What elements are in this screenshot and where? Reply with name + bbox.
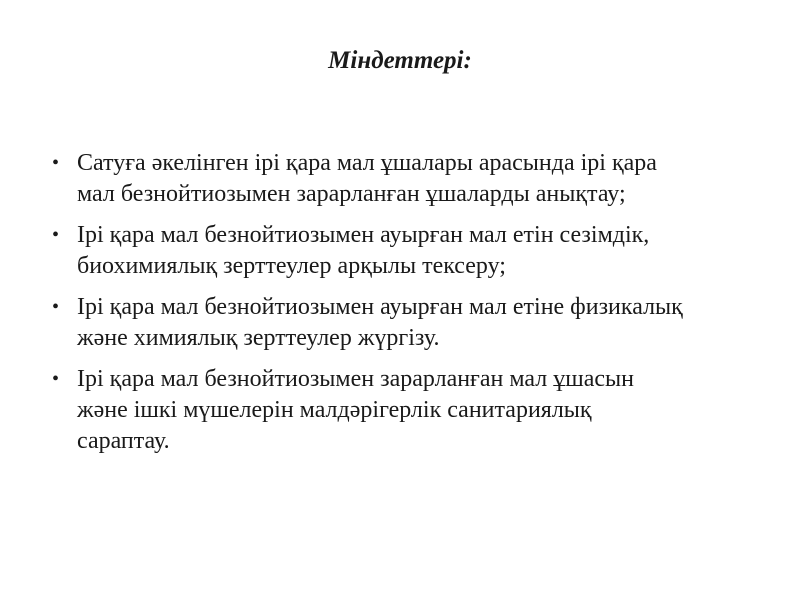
- bullet-text: [77, 150, 657, 207]
- bullet-line: биохимиялық зерттеулер арқылы тексеру;: [77, 253, 506, 279]
- bullet-line: мал безнойтиозымен зарарланған ұшаларды анықтау;: [77, 181, 626, 207]
- bullet-line: Ірі қара мал безнойтиозымен зарарланған мал ұшасын: [77, 366, 635, 392]
- slide-title: Міндеттері:: [328, 47, 472, 74]
- bullet-line: Ірі қара мал безнойтиозымен ауырған мал етін сезімдік,: [77, 222, 650, 248]
- list-item: [50, 148, 770, 210]
- list-item: [50, 364, 770, 457]
- bullet-text: [77, 222, 649, 279]
- bullet-line: және ішкі мүшелерін малдәрігерлік санитариялық: [77, 397, 592, 423]
- bullet-text: [77, 366, 634, 454]
- bullet-line: сараптау.: [77, 428, 170, 454]
- bullet-icon: •: [52, 224, 60, 246]
- bullet-text: [77, 294, 683, 351]
- bullet-icon: •: [52, 152, 60, 174]
- list-item: [50, 220, 770, 282]
- bullet-line: Сатуға әкелінген ірі қара мал ұшалары арасында ірі қара: [77, 150, 657, 176]
- bullet-list: [50, 148, 770, 467]
- bullet-icon: •: [52, 296, 60, 318]
- bullet-icon: •: [52, 368, 60, 390]
- list-item: [50, 292, 770, 354]
- bullet-line: және химиялық зерттеулер жүргізу.: [77, 325, 440, 351]
- bullet-line: Ірі қара мал безнойтиозымен ауырған мал етіне физикалық: [77, 294, 683, 320]
